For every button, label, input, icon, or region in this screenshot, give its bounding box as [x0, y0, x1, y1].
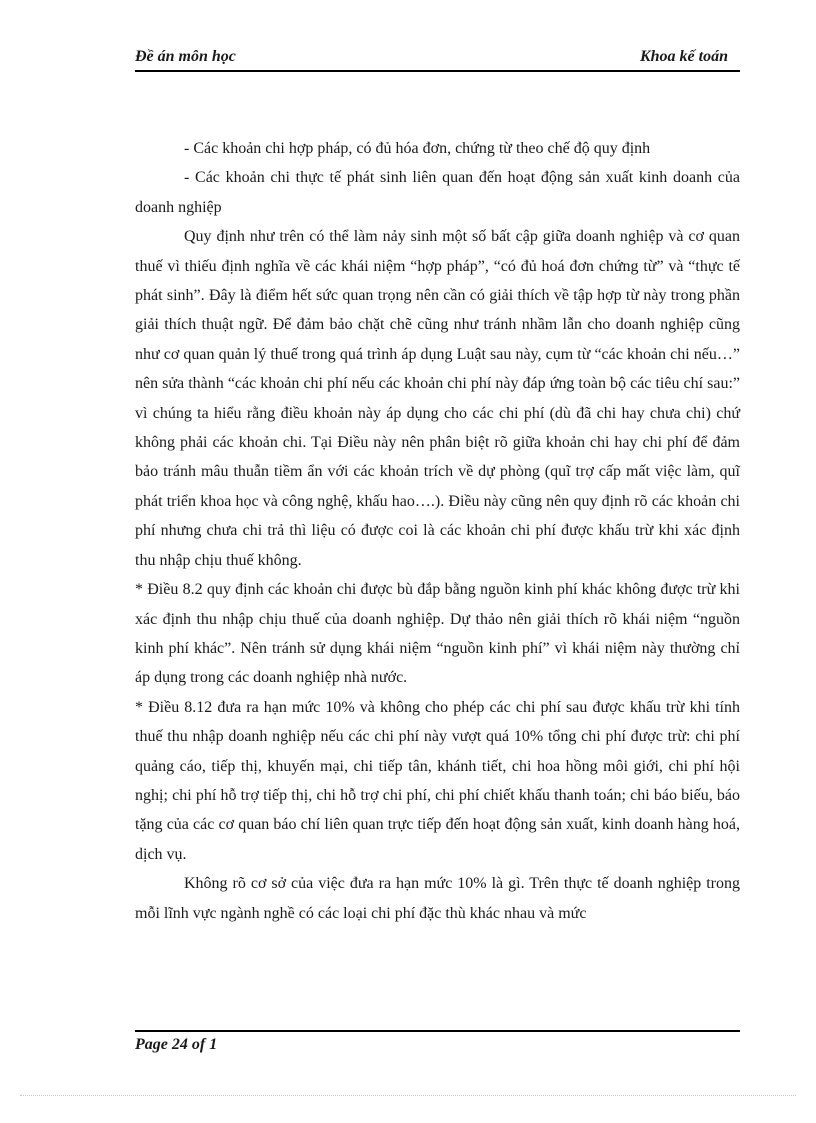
paragraph-bullet-actual: - Các khoản chi thực tế phát sinh liên quan đến hoạt động sản xuất kinh doanh của doanh nghiệp	[135, 169, 740, 216]
paragraph-article-8-2: * Điều 8.2 quy định các khoản chi được bù đắp bằng nguồn kinh phí khác không được trừ khi xác định thu nhập chịu thuế của doanh nghiệp. Dự thảo nên giải thích rõ khái niệm “nguồn kinh phí khác”. Nên tránh sử dụng khái niệm “nguồn kinh phí” vì khái niệm này thường chỉ áp dụng trong các doanh nghiệp nhà nước.	[135, 581, 740, 687]
paragraph-limit-basis: Không rõ cơ sở của việc đưa ra hạn mức 10% là gì. Trên thực tế doanh nghiệp trong mỗi lĩnh vực ngành nghề có các loại chi phí đặc thù khác nhau và mức	[135, 875, 740, 922]
page-header	[135, 46, 740, 72]
page-number-label: Page 24 of 1	[135, 1036, 218, 1053]
paragraph-article-8-12: * Điều 8.12 đưa ra hạn mức 10% và không cho phép các chi phí sau được khấu trừ khi tính thuế thu nhập doanh nghiệp nếu các chi phí này vượt quá 10% tổng chi phí được trừ: chi phí quảng cáo, tiếp thị, khuyến mại, chi tiếp tân, khánh tiết, chi hoa hồng môi giới, chi phí hội nghị; chi phí hỗ trợ tiếp thị, chi hỗ trợ chi phí, chi phí chiết khấu thanh toán; chi báo biếu, báo tặng của các cơ quan báo chí liên quan trực tiếp đến hoạt động sản xuất, kinh doanh hàng hoá, dịch vụ.	[135, 698, 740, 863]
paragraph-bullet-legal: - Các khoản chi hợp pháp, có đủ hóa đơn, chứng từ theo chế độ quy định	[184, 140, 651, 157]
footer-divider	[135, 1030, 740, 1032]
document-body	[135, 134, 740, 928]
paragraph-regulation-discussion: Quy định như trên có thể làm nảy sinh một số bất cập giữa doanh nghiệp và cơ quan thuế vì thiếu định nghĩa về các khái niệm “hợp pháp”, “có đủ hoá đơn chứng từ” và “thực tế phát sinh”. Đây là điểm hết sức quan trọng nên cần có giải thích về tập hợp từ này trong phần giải thích thuật ngữ. Để đảm bảo chặt chẽ cũng như tránh nhầm lẫn cho doanh nghiệp cũng như cơ quan quản lý thuế trong quá trình áp dụng Luật sau này, cụm từ “các khoản chi nếu…” nên sửa thành “các khoản chi phí nếu các khoản chi phí này đáp ứng toàn bộ các tiêu chí sau:” vì chúng ta hiểu rằng điều khoản này áp dụng cho các chi phí (dù đã chi hay chưa chi) chứ không phải các khoản chi. Tại Điều này nên phân biệt rõ giữa khoản chi hay chi phí để đảm bảo tránh mâu thuẫn tiềm ẩn với các khoản trích về dự phòng (quĩ trợ cấp mất việc làm, quĩ phát triển khoa học và công nghệ, khấu hao….). Điều này cũng nên quy định rõ các khoản chi phí nhưng chưa chi trả thì liệu có được coi là các khoản chi phí được khấu trừ khi xác định thu nhập chịu thuế không.	[135, 228, 740, 569]
page-break-line	[20, 1095, 796, 1096]
header-course-title: Đề án môn học	[135, 48, 236, 65]
header-department: Khoa kế toán	[639, 48, 728, 65]
